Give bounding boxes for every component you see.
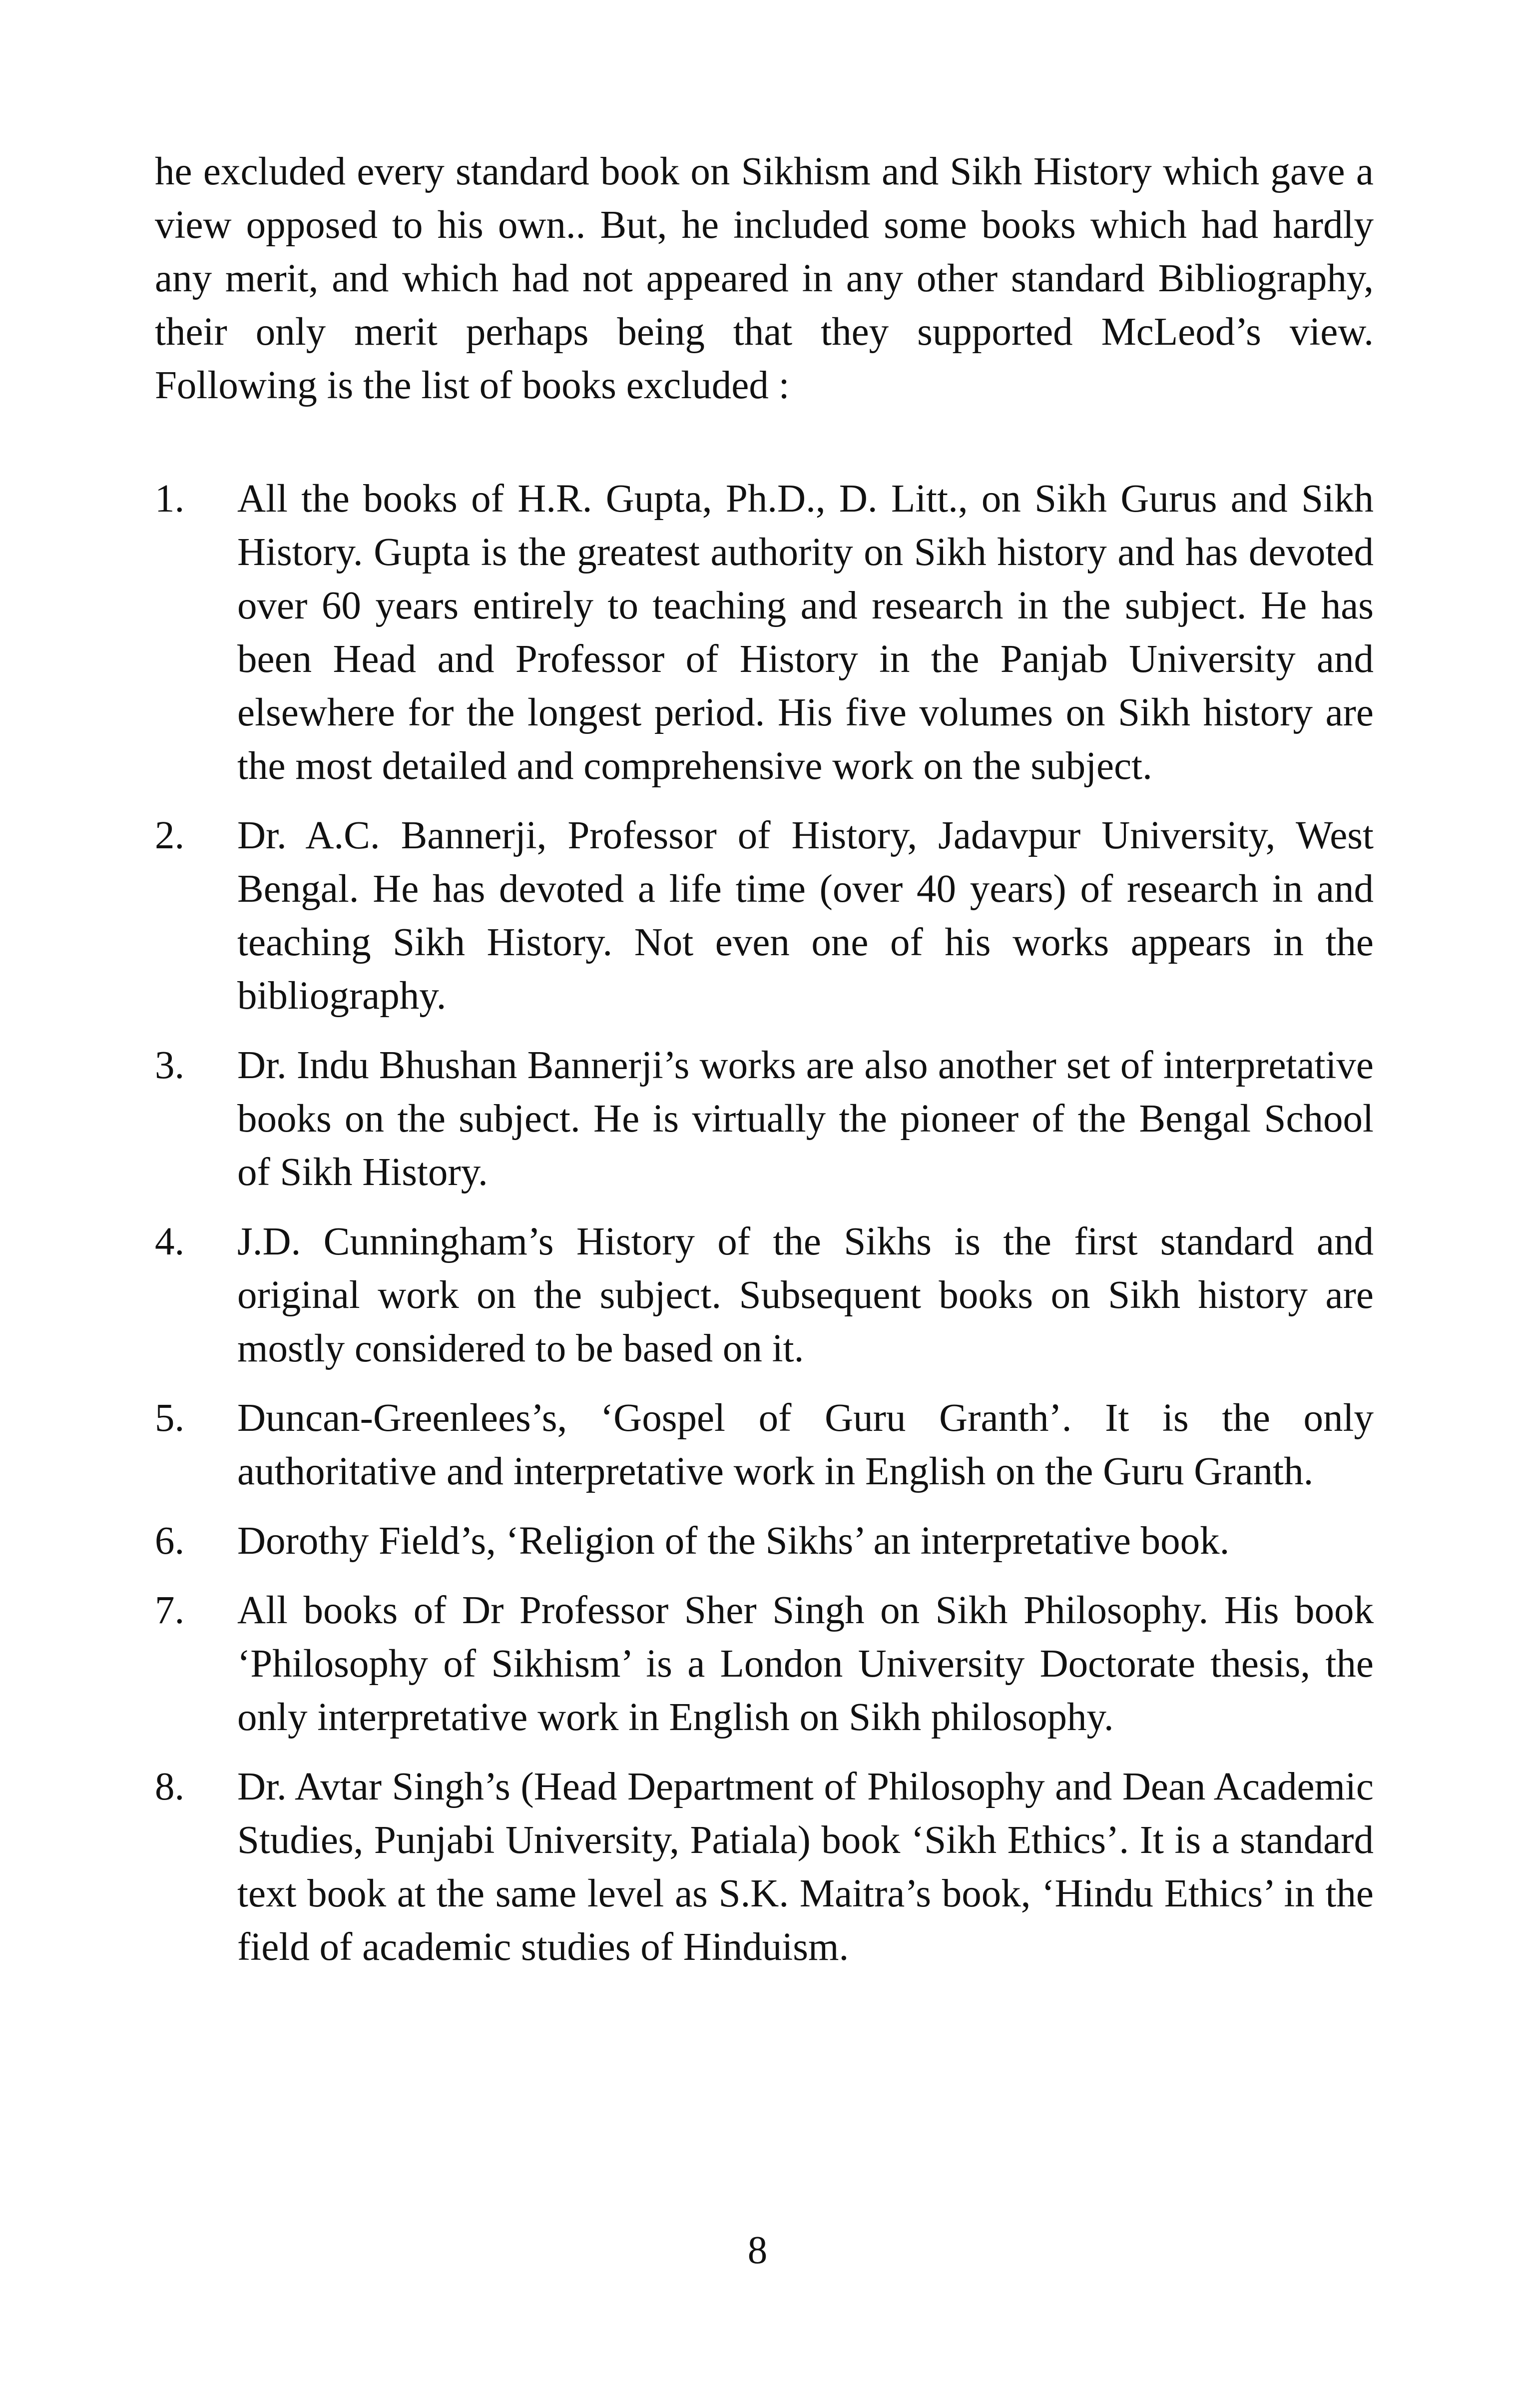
list-item — [155, 1215, 1374, 1375]
list-item — [155, 809, 1374, 1023]
list-item — [155, 1760, 1374, 1974]
excluded-books-list — [155, 472, 1374, 1990]
list-item-text: Dr. Avtar Singh’s (Head Department of Philosophy and Dean Academic Studies, Punjabi University, Patiala) book ‘Sikh Ethics’. It is a standard text book at the same level as S.K. Maitra’s book, ‘Hindu Ethics’ in the field of academic studies of Hinduism. — [237, 1765, 1374, 1969]
list-item-text: All the books of H.R. Gupta, Ph.D., D. Litt., on Sikh Gurus and Sikh History. Gupta is the greatest authority on Sikh history and has devoted over 60 years entirely to teaching and research in the subject. He has been Head and Professor of History in the Panjab University and elsewhere for the longest period. His five volumes on Sikh history are the most detailed and comprehensive work on the subject. — [237, 477, 1374, 788]
list-item-number: 2. — [155, 814, 185, 857]
list-item-text: Duncan-Greenlees’s, ‘Gospel of Guru Granth’. It is the only authoritative and interpretative work in English on the Guru Granth. — [237, 1396, 1374, 1493]
list-item-number: 6. — [155, 1519, 185, 1563]
list-item-number: 8. — [155, 1765, 185, 1808]
list-item-number: 7. — [155, 1589, 185, 1632]
list-item-text: Dr. A.C. Bannerji, Professor of History, Jadavpur University, West Bengal. He has devoted a life time (over 40 years) of research in and teaching Sikh History. Not even one of his works appears in the bibliography. — [237, 814, 1374, 1018]
page-number: 8 — [747, 2229, 768, 2272]
list-item-number: 5. — [155, 1396, 185, 1440]
list-item — [155, 1039, 1374, 1199]
list-item — [155, 1391, 1374, 1498]
list-item-text: Dr. Indu Bhushan Bannerji’s works are also another set of interpretative books on the subject. He is virtually the pioneer of the Bengal School of Sikh History. — [237, 1044, 1374, 1194]
list-item-text: J.D. Cunningham’s History of the Sikhs is the first standard and original work on the subject. Subsequent books on Sikh history are mostly considered to be based on it. — [237, 1220, 1374, 1370]
list-item-number: 1. — [155, 477, 185, 521]
list-item-number: 3. — [155, 1044, 185, 1087]
list-item — [155, 472, 1374, 793]
list-item-number: 4. — [155, 1220, 185, 1263]
list-item-text: Dorothy Field’s, ‘Religion of the Sikhs’ an interpretative book. — [237, 1519, 1230, 1563]
list-item — [155, 1584, 1374, 1744]
intro-paragraph: he excluded every standard book on Sikhism and Sikh History which gave a view opposed to his own.. But, he included some books which had hardly any merit, and which had not appeared in any other standard Bibliography, their only merit perhaps being that they supported McLeod’s view. Following is the list of books excluded : — [155, 150, 1374, 407]
list-item-text: All books of Dr Professor Sher Singh on Sikh Philosophy. His book ‘Philosophy of Sikhism’ is a London University Doctorate thesis, the only interpretative work in English on Sikh philosophy. — [237, 1589, 1374, 1739]
list-item — [155, 1514, 1374, 1568]
